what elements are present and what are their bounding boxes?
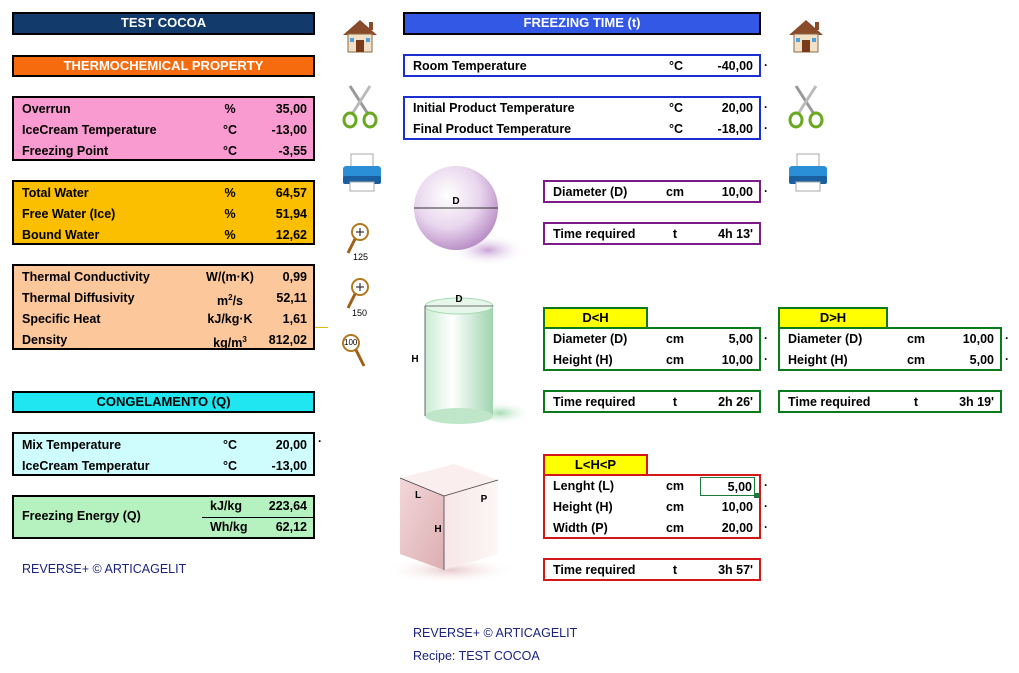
thermal-table bbox=[12, 264, 315, 350]
thermal-conductivity-value[interactable]: 0,99 bbox=[282, 270, 307, 284]
dlh-time-value: 2h 26' bbox=[718, 395, 753, 409]
cell-marker: · bbox=[764, 499, 768, 513]
table-row bbox=[780, 392, 1000, 413]
mix-temp-unit: °C bbox=[222, 438, 238, 452]
dlh-time-box bbox=[543, 390, 761, 413]
table-row bbox=[545, 476, 759, 497]
dgh-time-box bbox=[778, 390, 1002, 413]
sphere-time-label: Time required bbox=[553, 227, 636, 241]
sphere-diameter-box bbox=[543, 180, 761, 203]
icecream-temp2-unit: °C bbox=[222, 459, 238, 473]
table-row bbox=[780, 350, 1000, 371]
sphere-diameter-label: Diameter (D) bbox=[553, 185, 628, 199]
table-row bbox=[545, 182, 759, 203]
overrun-label: Overrun bbox=[22, 102, 71, 116]
energy-table bbox=[12, 495, 315, 539]
dgh-height-value[interactable]: 5,00 bbox=[969, 353, 994, 367]
bound-water-unit: % bbox=[224, 228, 236, 242]
dgh-diameter-label: Diameter (D) bbox=[788, 332, 863, 346]
table-row bbox=[14, 183, 313, 204]
mix-temp-label: Mix Temperature bbox=[22, 438, 122, 452]
dlh-header: D<H bbox=[543, 307, 648, 329]
cell-marker: · bbox=[764, 520, 768, 534]
dgh-time-label: Time required bbox=[788, 395, 871, 409]
thermal-conductivity-label: Thermal Conductivity bbox=[22, 270, 150, 284]
bound-water-label: Bound Water bbox=[22, 228, 100, 242]
dlh-diameter-value[interactable]: 5,00 bbox=[728, 332, 753, 346]
dgh-height-unit: cm bbox=[906, 353, 926, 367]
scissors-icon[interactable] bbox=[340, 82, 380, 130]
overrun-unit: % bbox=[224, 102, 236, 116]
cylinder-d-label: D bbox=[455, 294, 463, 305]
printer-icon[interactable] bbox=[786, 152, 830, 194]
table-row bbox=[14, 225, 313, 246]
icecream-temp2-label: IceCream Temperatur bbox=[22, 459, 150, 473]
specific-heat-label: Specific Heat bbox=[22, 312, 101, 326]
dgh-box bbox=[778, 327, 1002, 371]
density-unit: $kg/m^3$ bbox=[213, 335, 247, 351]
freezing-point-value[interactable]: -3,55 bbox=[278, 144, 307, 158]
table-row bbox=[545, 560, 759, 581]
lhp-length-unit: cm bbox=[665, 479, 685, 493]
lhp-height-label: Height (H) bbox=[553, 500, 613, 514]
sphere-diameter-value[interactable]: 10,00 bbox=[721, 185, 753, 199]
table-row bbox=[14, 120, 313, 141]
table-row bbox=[545, 497, 759, 518]
table-row bbox=[405, 119, 759, 140]
table-row bbox=[545, 224, 759, 245]
zoom-100-label: 100 bbox=[344, 338, 358, 347]
dgh-height-label: Height (H) bbox=[788, 353, 848, 367]
table-row bbox=[545, 392, 759, 413]
energy-kj-value[interactable]: 223,64 bbox=[268, 499, 307, 513]
room-temp-label: Room Temperature bbox=[413, 59, 527, 73]
energy-wh-value[interactable]: 62,12 bbox=[275, 520, 307, 534]
table-row bbox=[405, 56, 759, 77]
cell-fill-handle[interactable] bbox=[754, 493, 759, 498]
overrun-value[interactable]: 35,00 bbox=[275, 102, 307, 116]
box-illustration bbox=[380, 458, 530, 588]
dlh-time-label: Time required bbox=[553, 395, 636, 409]
room-temp-box bbox=[403, 54, 761, 77]
icecream-temp2-value[interactable]: -13,00 bbox=[271, 459, 307, 473]
sphere-time-box bbox=[543, 222, 761, 245]
table-row bbox=[14, 456, 313, 477]
specific-heat-value[interactable]: 1,61 bbox=[282, 312, 307, 326]
energy-divider bbox=[202, 517, 315, 518]
table-row bbox=[14, 330, 313, 351]
zoom-125-label: 125 bbox=[353, 252, 369, 262]
lhp-box bbox=[543, 474, 761, 539]
zoom-150-label: 150 bbox=[352, 308, 368, 318]
lhp-header: L<H<P bbox=[543, 454, 648, 476]
dgh-diameter-unit: cm bbox=[906, 332, 926, 346]
table-row bbox=[545, 518, 759, 539]
cell-marker: · bbox=[318, 434, 322, 448]
cylinder-illustration bbox=[405, 288, 535, 428]
icecream-temp-value[interactable]: -13,00 bbox=[271, 123, 307, 137]
cell-marker: · bbox=[764, 100, 768, 114]
table-row bbox=[14, 141, 313, 162]
dgh-header: D>H bbox=[778, 307, 888, 329]
dgh-diameter-value[interactable]: 10,00 bbox=[962, 332, 994, 346]
total-water-label: Total Water bbox=[22, 186, 89, 200]
congelamento-header: CONGELAMENTO (Q) bbox=[12, 391, 315, 413]
freezing-point-unit: °C bbox=[222, 144, 238, 158]
room-temp-unit: °C bbox=[668, 59, 684, 73]
thermal-diffusivity-value[interactable]: 52,11 bbox=[276, 291, 307, 305]
sphere-diameter-unit: cm bbox=[665, 185, 685, 199]
lhp-width-label: Width (P) bbox=[553, 521, 608, 535]
overrun-table bbox=[12, 96, 315, 161]
dlh-height-value[interactable]: 10,00 bbox=[721, 353, 753, 367]
thermochemical-header: THERMOCHEMICAL PROPERTY bbox=[12, 55, 315, 77]
dlh-diameter-unit: cm bbox=[665, 332, 685, 346]
bound-water-value[interactable]: 12,62 bbox=[275, 228, 307, 242]
final-temp-unit: °C bbox=[668, 122, 684, 136]
cell-marker: · bbox=[764, 58, 768, 72]
cell-divider bbox=[315, 327, 328, 328]
lhp-length-label: Lenght (L) bbox=[553, 479, 615, 493]
lhp-time-label: Time required bbox=[553, 563, 636, 577]
dlh-height-label: Height (H) bbox=[553, 353, 613, 367]
dlh-box bbox=[543, 327, 761, 371]
box-l-label: L bbox=[414, 490, 422, 501]
water-table bbox=[12, 180, 315, 245]
room-temp-value[interactable]: -40,00 bbox=[717, 59, 753, 73]
cell-marker: · bbox=[1005, 331, 1009, 345]
mix-table bbox=[12, 432, 315, 476]
dlh-time-unit: t bbox=[672, 395, 678, 409]
thermal-diffusivity-unit: $m^2/s$ bbox=[216, 293, 243, 309]
energy-label: Freezing Energy (Q) bbox=[22, 509, 141, 523]
sphere-illustration bbox=[398, 160, 528, 270]
table-row bbox=[405, 98, 759, 119]
lhp-time-unit: t bbox=[672, 563, 678, 577]
freezing-point-label: Freezing Point bbox=[22, 144, 109, 158]
table-row bbox=[14, 99, 313, 120]
lhp-time-box bbox=[543, 558, 761, 581]
copyright-right: REVERSE+ © ARTICAGELIT bbox=[413, 626, 578, 640]
lhp-length-value[interactable]: 5,00 bbox=[700, 477, 755, 496]
lhp-height-value[interactable]: 10,00 bbox=[721, 500, 753, 514]
cell-marker: · bbox=[764, 478, 768, 492]
cell-marker: · bbox=[764, 184, 768, 198]
lhp-width-value[interactable]: 20,00 bbox=[721, 521, 753, 535]
table-row bbox=[14, 267, 313, 288]
initial-temp-value[interactable]: 20,00 bbox=[721, 101, 753, 115]
table-row bbox=[14, 309, 313, 330]
table-row bbox=[780, 329, 1000, 350]
table-row bbox=[14, 435, 313, 456]
total-water-value[interactable]: 64,57 bbox=[275, 186, 307, 200]
dgh-time-value: 3h 19' bbox=[959, 395, 994, 409]
free-water-unit: % bbox=[224, 207, 236, 221]
dlh-diameter-label: Diameter (D) bbox=[553, 332, 628, 346]
sphere-time-unit: t bbox=[672, 227, 678, 241]
free-water-label: Free Water (Ice) bbox=[22, 207, 116, 221]
dgh-time-unit: t bbox=[913, 395, 919, 409]
lhp-width-unit: cm bbox=[665, 521, 685, 535]
cell-marker: · bbox=[1005, 352, 1009, 366]
table-row bbox=[545, 350, 759, 371]
density-label: Density bbox=[22, 333, 68, 347]
table-row bbox=[14, 288, 313, 309]
initial-temp-unit: °C bbox=[668, 101, 684, 115]
home-icon[interactable] bbox=[340, 15, 380, 55]
lhp-height-unit: cm bbox=[665, 500, 685, 514]
dlh-height-unit: cm bbox=[665, 353, 685, 367]
mix-temp-value[interactable]: 20,00 bbox=[275, 438, 307, 452]
thermal-diffusivity-label: Thermal Diffusivity bbox=[22, 291, 135, 305]
density-value[interactable]: 812,02 bbox=[268, 333, 307, 347]
cell-marker: · bbox=[764, 121, 768, 135]
sphere-d-label: D bbox=[452, 196, 460, 207]
recipe-label: Recipe: TEST COCOA bbox=[413, 649, 540, 663]
energy-wh-unit: Wh/kg bbox=[210, 520, 248, 534]
initial-temp-label: Initial Product Temperature bbox=[413, 101, 575, 115]
recipe-title: TEST COCOA bbox=[12, 12, 315, 35]
product-temp-box bbox=[403, 96, 761, 140]
final-temp-value[interactable]: -18,00 bbox=[717, 122, 753, 136]
energy-kj-unit: kJ/kg bbox=[210, 499, 242, 513]
icecream-temp-unit: °C bbox=[222, 123, 238, 137]
icecream-temp-label: IceCream Temperature bbox=[22, 123, 157, 137]
cylinder-h-label: H bbox=[411, 354, 419, 365]
printer-icon[interactable] bbox=[340, 152, 384, 194]
sphere-time-value: 4h 13' bbox=[718, 227, 753, 241]
thermal-conductivity-unit: W/(m·K) bbox=[206, 270, 254, 284]
box-p-label: P bbox=[480, 494, 488, 505]
total-water-unit: % bbox=[224, 186, 236, 200]
final-temp-label: Final Product Temperature bbox=[413, 122, 572, 136]
box-h-label: H bbox=[434, 524, 442, 535]
scissors-icon[interactable] bbox=[786, 82, 826, 130]
table-row bbox=[14, 204, 313, 225]
lhp-time-value: 3h 57' bbox=[718, 563, 753, 577]
copyright-left: REVERSE+ © ARTICAGELIT bbox=[22, 562, 187, 576]
table-row bbox=[545, 329, 759, 350]
specific-heat-unit: kJ/kg·K bbox=[207, 312, 253, 326]
cell-marker: · bbox=[764, 331, 768, 345]
cell-marker: · bbox=[764, 352, 768, 366]
home-icon[interactable] bbox=[786, 15, 826, 55]
free-water-value[interactable]: 51,94 bbox=[275, 207, 307, 221]
freezing-time-header: FREEZING TIME (t) bbox=[403, 12, 761, 35]
